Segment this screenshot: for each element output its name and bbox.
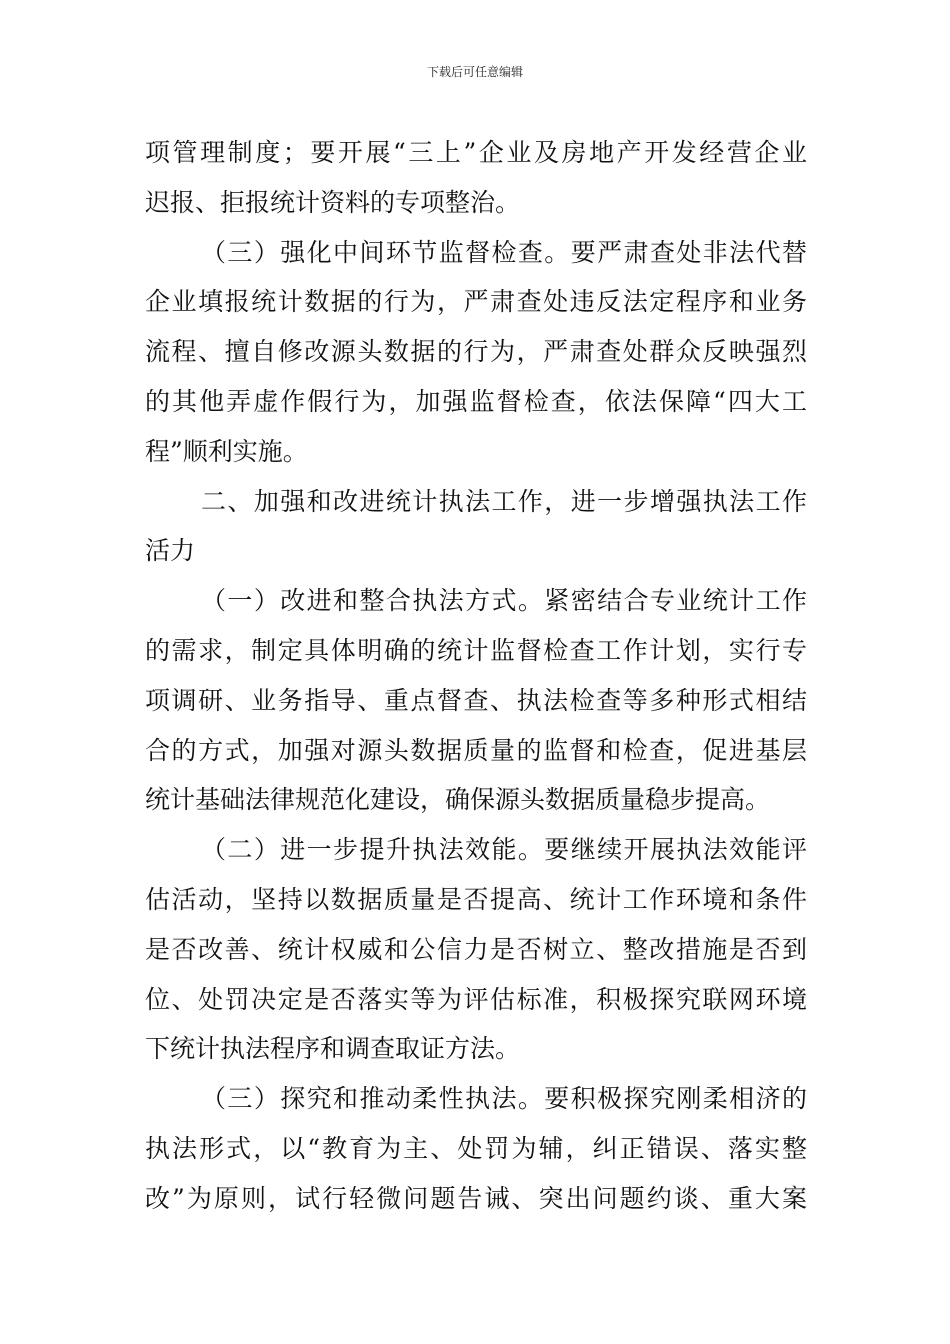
- text-line: 下统计执法程序和调查取证方法。: [145, 1034, 521, 1064]
- text-line: 项调研、业务指导、重点督查、执法检查等多种形式相结: [145, 685, 807, 715]
- text-line: 活力: [145, 536, 196, 566]
- text-line: 执法形式，以“教育为主、处罚为辅，纠正错误、落实整: [145, 1133, 807, 1163]
- text-line: （一）改进和整合执法方式。紧密结合专业统计工作: [201, 586, 807, 616]
- text-line: 估活动，坚持以数据质量是否提高、统计工作环境和条件: [145, 884, 807, 914]
- text-line: 二、加强和改进统计执法工作，进一步增强执法工作: [201, 486, 807, 516]
- page-header: 下载后可任意编辑: [426, 65, 523, 79]
- text-line: 是否改善、统计权威和公信力是否树立、整改措施是否到: [145, 934, 807, 964]
- text-line: 程”顺利实施。: [145, 436, 308, 466]
- text-line: 统计基础法律规范化建设，确保源头数据质量稳步提高。: [145, 785, 771, 815]
- text-line: 流程、擅自修改源头数据的行为，严肃查处群众反映强烈: [145, 337, 807, 367]
- text-line: 企业填报统计数据的行为，严肃查处违反法定程序和业务: [145, 287, 807, 317]
- text-line: 的其他弄虚作假行为，加强监督检查，依法保障“四大工: [145, 386, 807, 416]
- text-line: （二）进一步提升执法效能。要继续开展执法效能评: [201, 835, 807, 865]
- text-line: 改”为原则，试行轻微问题告诫、突出问题约谈、重大案: [145, 1183, 807, 1213]
- text-line: （三）探究和推动柔性执法。要积极探究刚柔相济的: [201, 1084, 807, 1114]
- document-body: [145, 128, 807, 1224]
- text-line: 位、处罚决定是否落实等为评估标准，积极探究联网环境: [145, 984, 807, 1014]
- text-line: 迟报、拒报统计资料的专项整治。: [145, 187, 521, 217]
- text-line: 合的方式，加强对源头数据质量的监督和检查，促进基层: [145, 735, 807, 765]
- text-line: 项管理制度；要开展“三上”企业及房地产开发经营企业: [145, 138, 807, 167]
- text-line: 的需求，制定具体明确的统计监督检查工作计划，实行专: [145, 635, 807, 665]
- text-line: （三）强化中间环节监督检查。要严肃查处非法代替: [201, 237, 807, 267]
